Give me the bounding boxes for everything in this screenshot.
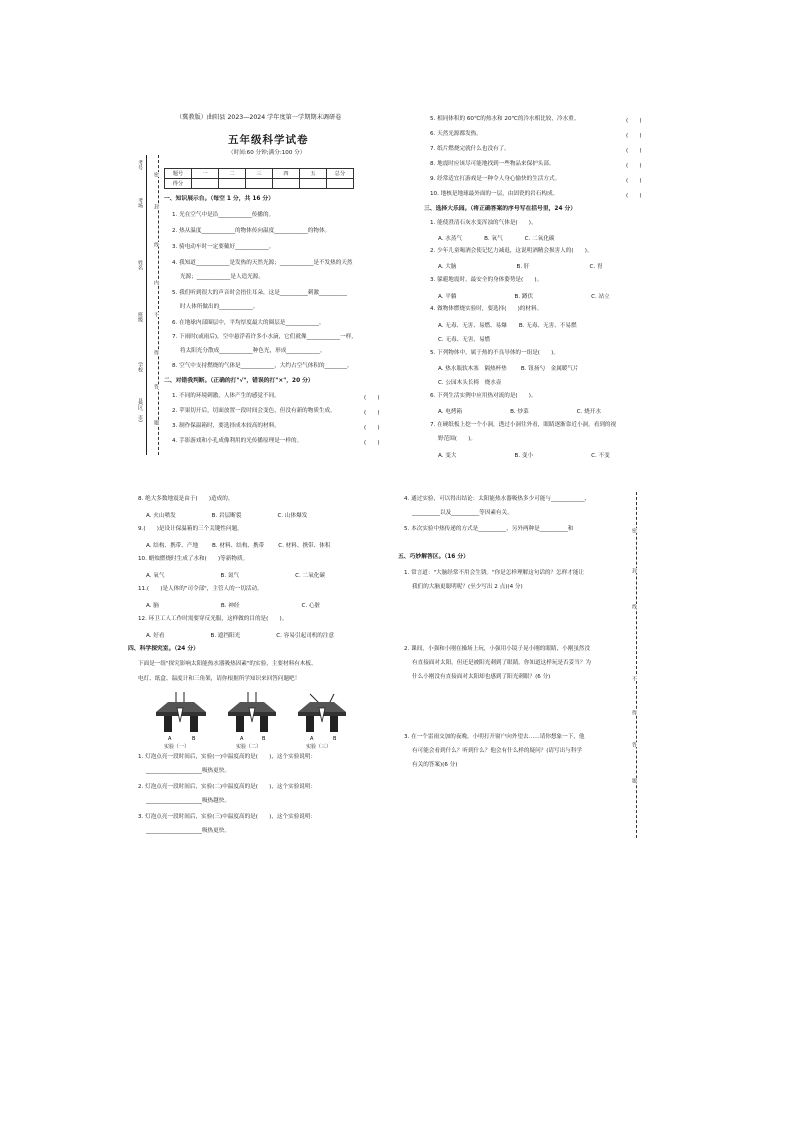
option[interactable]: B. 遮挡阳光 — [210, 633, 241, 639]
choice-question: 7. 在硬纸板上挖一个小洞，透过小洞往外看，眼睛逐渐靠近小洞，看到的视 — [430, 422, 617, 428]
option[interactable]: A. 氧气 — [146, 573, 165, 579]
option[interactable]: B. 蹲伏 — [514, 294, 534, 300]
experiment-2-label: 实验（二） — [236, 744, 262, 750]
sidebar-label-exam-room: 考场 — [137, 198, 143, 208]
sidebar-label-class: 班级 — [137, 312, 143, 322]
option[interactable]: C. 公园木头长椅 烧水壶 — [438, 380, 502, 386]
section1-item: 2. 热从温度____________的物体传向温度____________的物体。 — [172, 228, 331, 234]
experiment-question: 1. 灯泡点亮一段时间后，实验(一)中温度高的是( )，这个实验说明： — [138, 754, 317, 760]
seal-char: 内 — [153, 280, 159, 285]
option[interactable]: C. 不变 — [591, 453, 610, 459]
seal-char: 封 — [631, 568, 637, 573]
section1-item: 6. 在地球内部圈层中，平均厚度最大的圈层是____________。 — [172, 320, 325, 326]
section1-item: 5. 我们听到很大的声音时会捂住耳朵，这是__________刺激__________ — [172, 290, 347, 296]
exam-title: （冀教版）曲阳县 2023—2024 学年度第一学期期末调研卷 — [176, 114, 342, 121]
choice-question: 3. 躲避地震时，最安全的身体姿势是( )。 — [430, 277, 543, 283]
experiment-answer-line[interactable]: __________以及__________等因素有关。 — [412, 510, 513, 516]
label-a: A — [240, 736, 244, 742]
experiment-1-figure — [156, 692, 206, 732]
exam-time: （时间:60 分钟;满分:100 分） — [228, 150, 306, 156]
seal-char: 不 — [153, 312, 159, 317]
experiment-answer-line[interactable]: ____________________吸热更快。 — [146, 768, 230, 774]
experiment-3-label: 实验（三） — [306, 744, 332, 750]
score-cell: 五 — [300, 169, 327, 179]
option[interactable]: C. 材料、携带、体积 — [278, 543, 331, 549]
essay-question: 我们的大脑更聪明呢？(至少写出 2 点)(4 分) — [412, 584, 523, 590]
label-a: A — [168, 736, 172, 742]
sidebar-label-county: 县(区、市) — [137, 398, 143, 422]
answer-paren[interactable]: ( ) — [626, 148, 642, 154]
seal-char: 密 — [153, 172, 159, 177]
judge-item: 5. 相同体积的 60℃的热水和 20℃的冷水相比较，冷水重。 — [430, 116, 580, 122]
section4-intro: 电灯、纸盒、温度计和三角架，请你根据所学知识来回答问题吧！ — [138, 676, 301, 682]
choice-question: 野范围( )。 — [438, 436, 476, 442]
score-cell: 一 — [192, 169, 219, 179]
option[interactable]: A. 大脑 — [438, 264, 457, 270]
section1-item: 1. 光在空气中是沿____________传播的。 — [172, 212, 275, 218]
section5-heading: 五、巧妙解答区。（16 分） — [398, 554, 469, 560]
seal-char: 得 — [631, 710, 637, 715]
option[interactable]: B. 炒菜 — [510, 409, 529, 415]
choice-options — [146, 631, 356, 639]
seal-char: 线 — [631, 604, 637, 609]
experiment-2-figure — [228, 692, 276, 732]
answer-paren[interactable]: ( ) — [626, 118, 642, 124]
option[interactable]: C. 二氧化碳 — [524, 236, 555, 242]
experiment-question: 5. 本次实验中热传递的方式是__________，另外两种是__________和 — [404, 526, 574, 532]
option[interactable]: A. 电烤箱 — [438, 409, 463, 415]
choice-options — [146, 541, 352, 549]
option[interactable]: B. 氮气 — [220, 573, 240, 579]
label-a: A — [310, 736, 314, 742]
section1-item: 将太阳光分散成____________种色光，形成____________。 — [180, 348, 326, 354]
score-entry[interactable] — [273, 179, 300, 189]
judge-item: 7. 纸片燃烧完就什么也没有了。 — [430, 146, 510, 152]
seal-char: 线 — [153, 242, 159, 247]
option[interactable]: C. 胃 — [589, 264, 603, 270]
answer-paren[interactable]: ( ) — [626, 163, 642, 169]
experiment-question: 4. 通过实验，可以得出结论：太阳能热水器吸热多少可能与____________、 — [404, 496, 591, 502]
option[interactable]: A. 好看 — [146, 633, 165, 639]
judge-item: 4. 手影游戏和小孔成像利用的光传播原理是一样的。 — [172, 438, 303, 444]
answer-paren[interactable]: ( ) — [364, 410, 380, 416]
sidebar-label-name: 姓名 — [137, 260, 143, 270]
option[interactable]: A. 平躺 — [438, 294, 457, 300]
score-entry[interactable] — [192, 179, 219, 189]
score-cell: 二 — [219, 169, 246, 179]
option[interactable]: B. 钮扬勺 金属暖气片 — [520, 366, 579, 372]
choice-options — [438, 234, 577, 242]
seal-char: 题 — [631, 778, 637, 783]
seal-char: 不 — [631, 676, 637, 681]
option[interactable]: C. 二氧化碳 — [295, 573, 325, 579]
choice-options — [438, 378, 523, 386]
option[interactable]: A. 变大 — [438, 453, 457, 459]
option[interactable]: B. 氧气 — [484, 236, 503, 242]
score-cell: 四 — [273, 169, 300, 179]
seal-char: 答 — [631, 742, 637, 747]
option[interactable]: C. 容易引起司机的注意 — [276, 633, 335, 639]
choice-question: 9.( )是设计保温箱的三个关键性问题。 — [138, 526, 243, 532]
experiment-3-figure — [298, 694, 346, 732]
judge-item: 2. 苹果切开后，切面放置一段时间会变色，但没有新的物质生成。 — [172, 408, 336, 414]
choice-question: 4. 做物体燃烧实验时，要选择( )的材料。 — [430, 306, 543, 312]
label-b: B — [192, 736, 196, 742]
option[interactable]: A. 火山喷发 — [146, 513, 176, 519]
experiment-question: 2. 灯泡点亮一段时间后，实验(二)中温度高的是( )，这个实验说明： — [138, 784, 317, 790]
essay-question: 有直接面对太阳，但还是被阳光刺到了眼睛。你知道这样玩是否妥当？为 — [412, 660, 592, 666]
option[interactable]: A. 无毒、无害、易燃、易爆 — [438, 323, 507, 329]
choice-options — [146, 601, 342, 609]
seal-char: 密 — [631, 528, 637, 533]
answer-paren[interactable]: ( ) — [626, 133, 642, 139]
section1-item: 时人体所做出的____________。 — [180, 304, 259, 310]
seal-dashed-line-right — [636, 492, 637, 838]
score-cell: 得分 — [165, 179, 192, 189]
choice-options — [438, 321, 599, 329]
section1-heading: 一、知识展示台。（每空 1 分，共 16 分） — [164, 196, 275, 202]
experiment-illustrations — [150, 692, 350, 750]
option[interactable]: A. 水蒸气 — [438, 236, 463, 242]
choice-options — [438, 262, 625, 270]
section2-heading: 二、对错我判断。（正确的打"√"，错误的打"×"，20 分） — [164, 378, 314, 384]
choice-question: 11.( )是人体的"司令部"，主管人的一切活动。 — [138, 586, 263, 592]
choice-question: 1. 能使澄清石灰水变浑浊的气体是( )。 — [430, 220, 537, 226]
experiment-1-label: 实验（一） — [164, 744, 190, 750]
experiment-answer-line[interactable]: ____________________吸热更快。 — [146, 828, 230, 834]
sidebar-line — [146, 155, 147, 455]
option[interactable]: B. 无毒、无害、不易燃 — [518, 323, 577, 329]
section1-item: 光源；____________是人造光源。 — [180, 274, 264, 280]
score-table — [164, 168, 354, 189]
sidebar-label-exam-no: 考号 — [137, 160, 143, 170]
option[interactable]: C. 山体爆发 — [277, 513, 308, 519]
option[interactable]: C. 站立 — [591, 294, 610, 300]
option[interactable]: A. 热水瓶软木塞 隔热杯垫 — [438, 366, 507, 372]
section3-heading: 三、选择大乐园。（将正确答案的序号写在括号里，24 分） — [424, 206, 577, 212]
choice-question: 5. 下列物体中，属于热的不良导体的一组是( )。 — [430, 350, 559, 356]
option[interactable]: C. 心脏 — [301, 603, 321, 609]
choice-options — [146, 511, 329, 519]
judge-item: 10. 地核是地球最外面的一层，由固瓷的岩石构成。 — [430, 191, 559, 197]
score-entry[interactable] — [327, 179, 354, 189]
option[interactable]: B. 肝 — [516, 264, 530, 270]
choice-options — [438, 364, 601, 372]
option[interactable]: B. 岩层断裂 — [211, 513, 242, 519]
choice-question: 10. 蜡烛燃烧时生成了水和( )等新物质。 — [138, 556, 249, 562]
seal-char: 答 — [153, 384, 159, 389]
answer-paren[interactable]: ( ) — [364, 395, 380, 401]
section4-heading: 四、科学探究室。（24 分） — [128, 646, 199, 652]
choice-question: 12. 环卫工人工作时需要穿反光服，这样做的目的是( )。 — [138, 616, 288, 622]
judge-item: 1. 不同的环境刺激，人体产生的感觉不同。 — [172, 393, 280, 399]
section1-item: 3. 骑电动车时一定要戴好____________。 — [172, 244, 275, 250]
section1-item: 8. 空气中支持燃烧的气体是____________，大约占空气体积的________。 — [172, 363, 353, 369]
subject-title: 五年级科学试卷 — [228, 134, 309, 146]
score-cell: 三 — [246, 169, 273, 179]
choice-options — [438, 451, 632, 459]
choice-question: 8. 绝大多数地震是由于( )造成的。 — [138, 496, 234, 502]
label-b: B — [262, 736, 266, 742]
section1-item: 7. 下雨时(或雨后)，空中悬浮着许多小水滴，它们就像____________一样， — [172, 334, 357, 340]
score-entry[interactable] — [219, 179, 246, 189]
choice-options — [438, 335, 512, 343]
judge-item: 9. 经常适宜打游戏是一种令人身心愉快的生活方式。 — [430, 176, 561, 182]
seal-char: 题 — [153, 420, 159, 425]
choice-options — [438, 407, 623, 415]
essay-question: 3. 在一个雷雨交加的夜晚，小明打开窗户向外望去……请你想象一下，他 — [404, 734, 585, 740]
experiment-answer-line[interactable]: ____________________吸热越快。 — [146, 798, 230, 804]
choice-options — [438, 292, 632, 300]
answer-paren[interactable]: ( ) — [626, 193, 642, 199]
answer-paren[interactable]: ( ) — [364, 425, 380, 431]
seal-char: 得 — [153, 350, 159, 355]
judge-item: 8. 地震时应该尽可能地找到一些物品来保护头部。 — [430, 161, 555, 167]
judge-item: 6. 天然光源都发热。 — [430, 131, 482, 137]
section1-item: 4. 我知道____________是发热的天然光源；____________是不发热的天然 — [172, 260, 353, 266]
answer-paren[interactable]: ( ) — [364, 440, 380, 446]
essay-question: 有关的答案)(6 分) — [412, 762, 458, 768]
option[interactable]: B. 神经 — [220, 603, 240, 609]
choice-options — [146, 571, 347, 579]
option[interactable]: B. 材料、结构、携带 — [212, 543, 265, 549]
option[interactable]: C. 烧开水 — [576, 409, 601, 415]
essay-question: 1. 常言道："大脑经常不用会生锈。"你是怎样理解这句话的？怎样才能让 — [404, 570, 585, 576]
experiment-question: 3. 灯泡点亮一段时间后，实验(三)中温度高的是( )，这个实验说明： — [138, 814, 317, 820]
label-b: B — [333, 736, 337, 742]
section4-intro: 下面是一组"探究影响太阳能热水器吸热因素"的实验，主要材料有木板、 — [138, 661, 317, 667]
judge-item: 3. 制作保温箱时，要选择成本较高的材料。 — [172, 423, 280, 429]
answer-paren[interactable]: ( ) — [626, 178, 642, 184]
score-entry[interactable] — [300, 179, 327, 189]
option[interactable]: B. 变小 — [514, 453, 534, 459]
choice-question: 6. 下列生活实例中应用热对流的是( )。 — [430, 393, 537, 399]
seal-char: 封 — [153, 204, 159, 209]
score-cell: 题号 — [165, 169, 192, 179]
score-cell: 总分 — [327, 169, 354, 179]
option[interactable]: A. 脑 — [146, 603, 159, 609]
sidebar-label-school: 学校 — [137, 362, 143, 372]
essay-question: 2. 课间，小强和小刚在操场上玩，小强用小镜子晃小刚的眼睛，小刚虽然没 — [404, 646, 591, 652]
choice-question: 2. 少年儿童喝酒会使记忆力减退，这说明酒精会损害人的( )。 — [430, 248, 593, 254]
option[interactable]: A. 结构、携带、产地 — [146, 543, 199, 549]
seal-dashed-line-left — [158, 155, 159, 455]
essay-question: 有可能会看到什么？听到什么？他会有什么样的疑问？(请写出与科学 — [412, 748, 582, 754]
score-entry[interactable] — [246, 179, 273, 189]
option[interactable]: C. 无毒、无害、易燃 — [438, 337, 491, 343]
essay-question: 什么小刚没有直接面对太阳却也感到了阳光刺眼？(6 分) — [412, 674, 551, 680]
